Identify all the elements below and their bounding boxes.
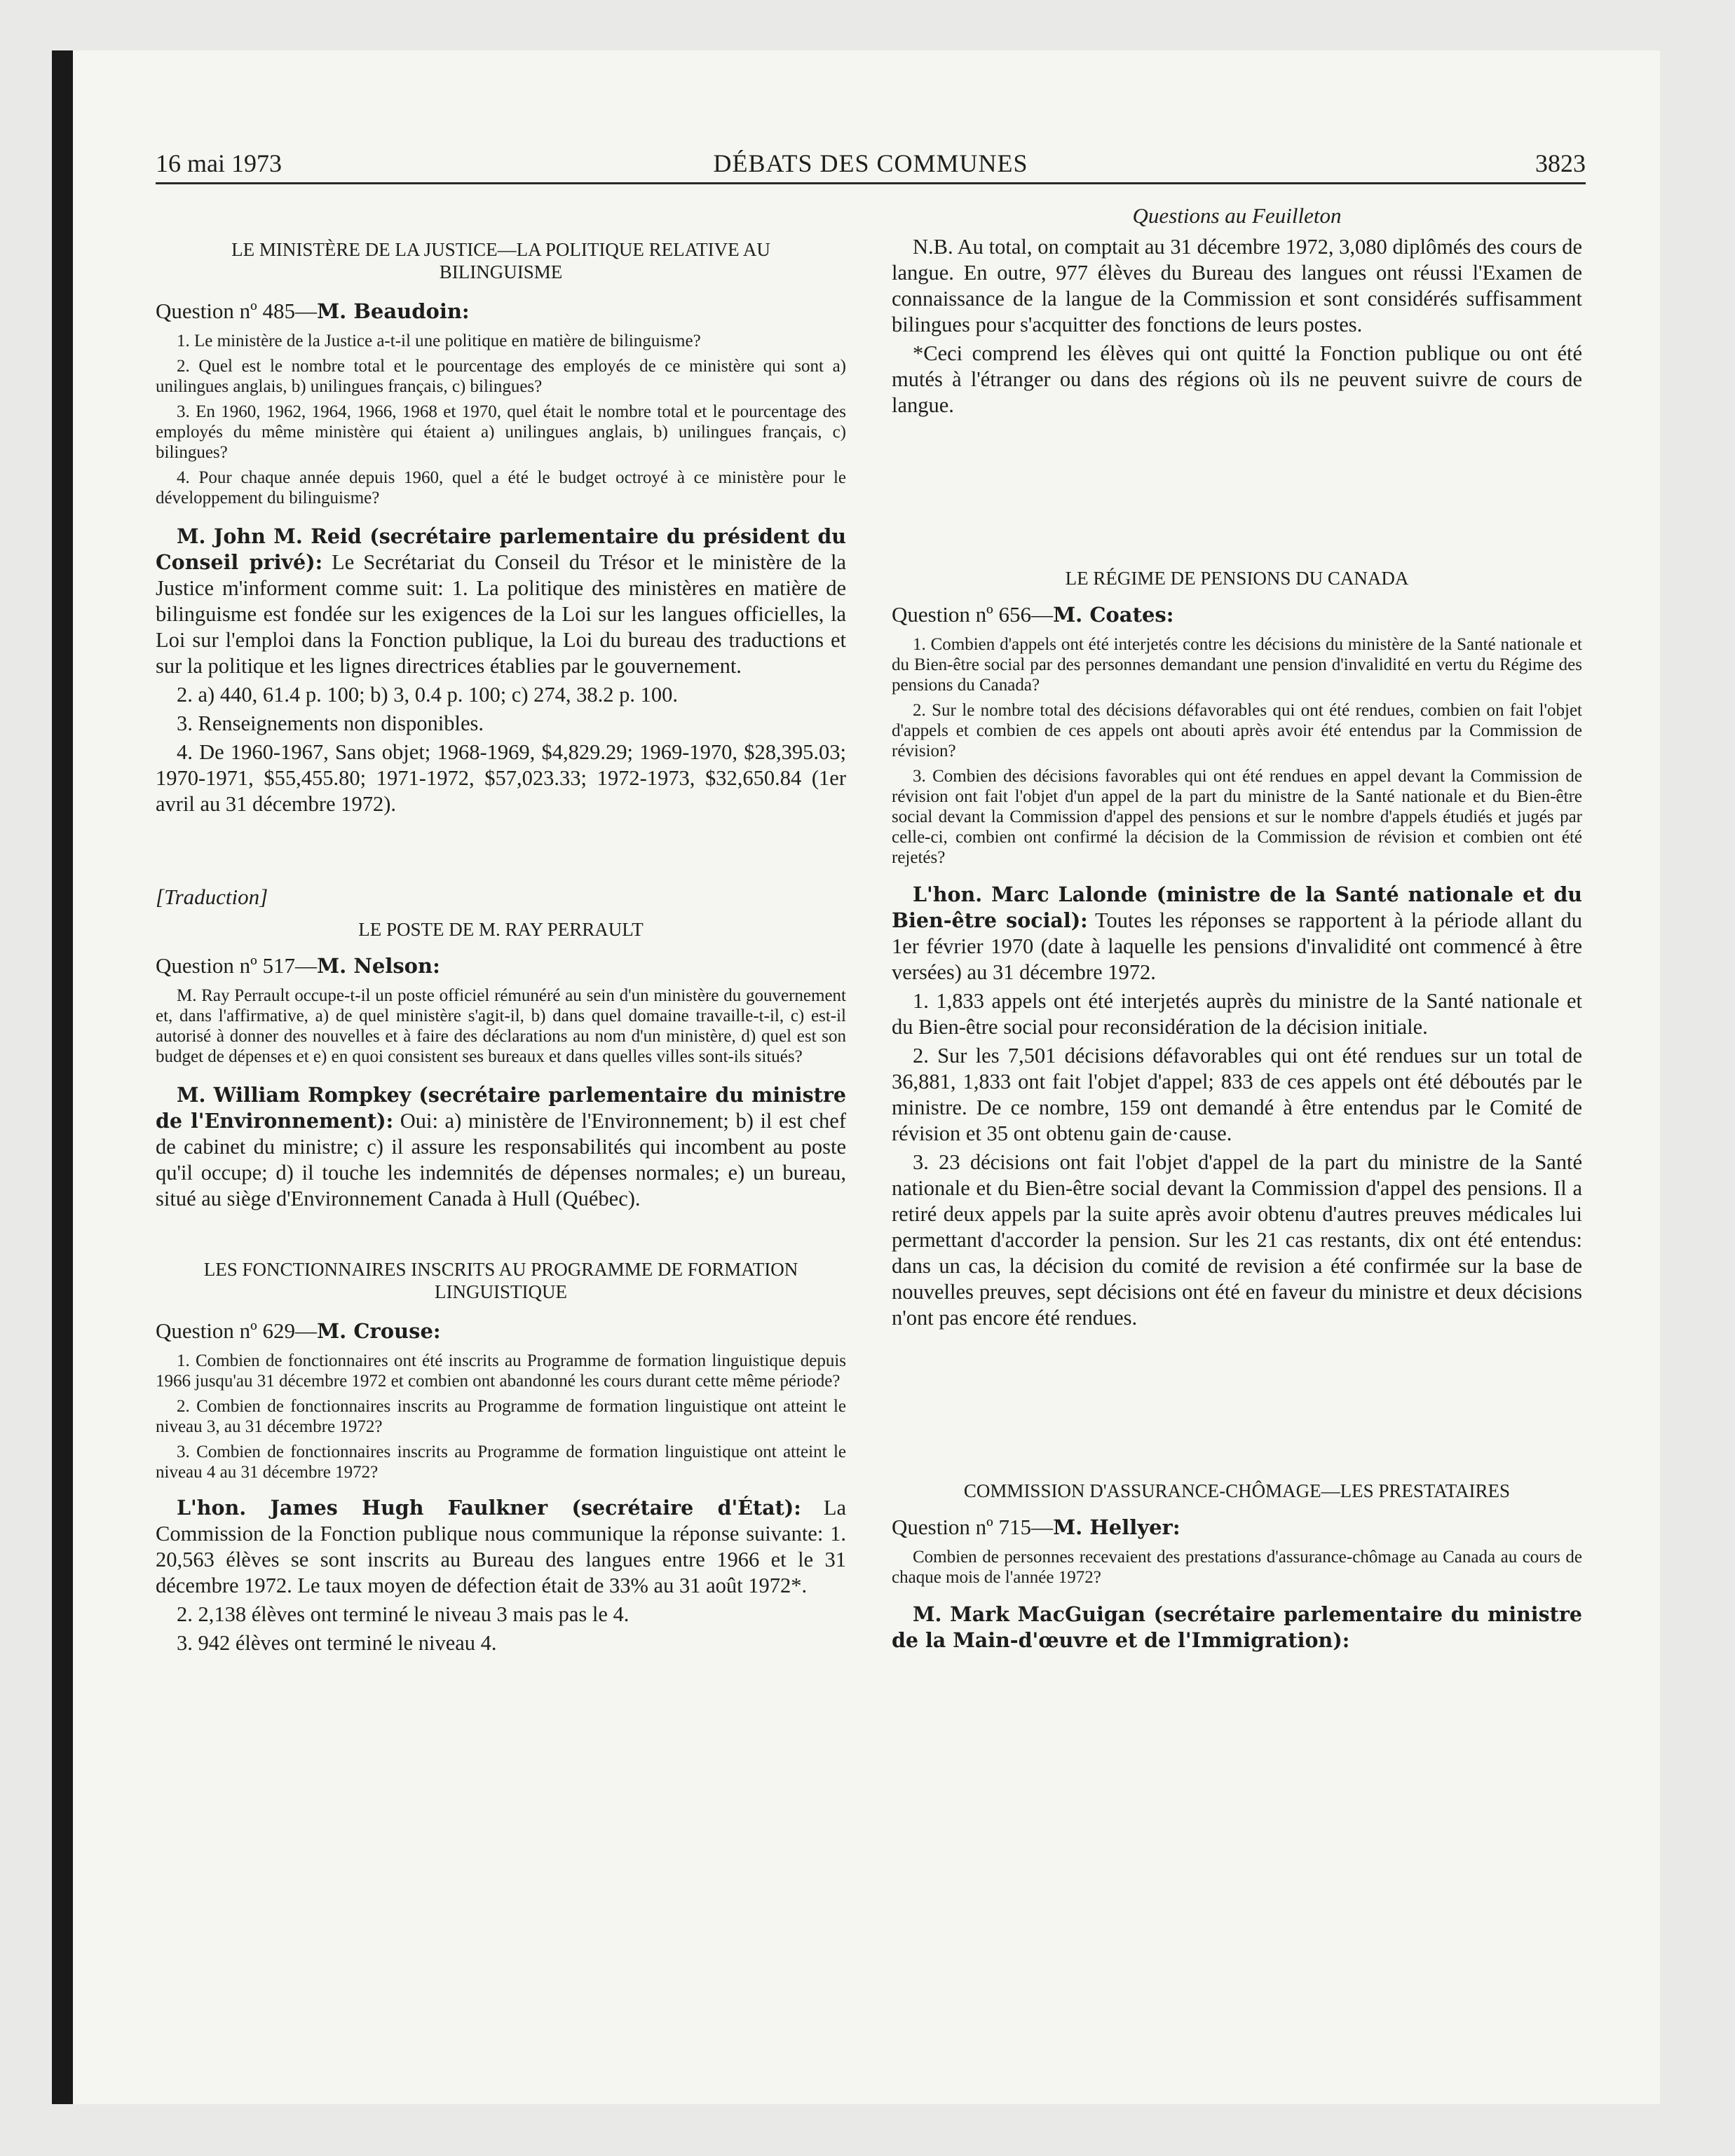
question-item: 3. Combien des décisions favorables qui ont été rendues en appel devant la Commission de révision ont fait l'objet d'un appel de la part du ministre de la Santé nationale et du Bien-être social devant la Commission d'appel des pensions et sur le nombre d'appels étudiés et jugés par celle-ci, combien ont confirmé la décision de la Commission de révision et combien ont été rejetés? [892,767,1582,867]
speaker-name: M. William Rompkey (secrétaire parlementaire du ministre de l'Environnement): [156,1083,846,1133]
question-author: M. Crouse: [317,1319,441,1343]
speaker-name: L'hon. Marc Lalonde (ministre de la Santé nationale et du Bien-être social): [892,882,1582,932]
section-regime-pensions [892,567,1582,1331]
question-author: M. Hellyer: [1053,1515,1181,1539]
section-poste-perrault [156,918,846,1212]
answer-text: Le Secrétariat du Conseil du Trésor et le ministère de la Justice m'informent comme suit: 1. La politique des ministères en matière de bilinguisme est fondée sur les exigences de la Loi sur les langues officielles, la Loi sur l'emploi dans la Fonction publique, la Loi du bureau des traductions et sur la politique et les lignes directrices établies par le gouvernement. [156,550,846,678]
question-author: M. Nelson: [317,954,440,978]
question-item: 2. Sur le nombre total des décisions défavorables qui ont été rendues, combien on fait l'objet d'appels et combien de ces appels ont abouti après avoir été entendus par la Commission de révision? [892,701,1582,760]
question-number: Question nº 517— [156,953,318,978]
section-formation-linguistique [156,1258,846,1656]
section-assurance-chomage [892,1480,1582,1653]
page-header [156,149,1586,184]
section-title: LES FONCTIONNAIRES INSCRITS AU PROGRAMME DE FORMATION LINGUISTIQUE [203,1259,798,1302]
section-justice-bilinguisme [156,238,846,817]
question-item: 1. Combien de fonctionnaires ont été inscrits au Programme de formation linguistique depuis 1966 jusqu'au 31 décembre 1972 et combien ont abandonné les cours durant cette même période? [156,1351,846,1391]
speaker-name: M. Mark MacGuigan (secrétaire parlementaire du ministre de la Main-d'œuvre et de l'Immigration): [892,1602,1582,1652]
answer-point: 2. Sur les 7,501 décisions défavorables qui ont été rendues sur un total de 36,881, 1,833 ont fait l'objet d'appel; 833 de ces appels ont été déboutés par le ministre. De ce nombre, 159 ont demandé à être entendus par le Comité de révision et 35 ont obtenu gain de·cause. [892,1044,1582,1145]
scan-edge [52,50,73,2104]
question-item: 3. Combien de fonctionnaires inscrits au Programme de formation linguistique ont atteint le niveau 4 au 31 décembre 1972? [156,1442,846,1482]
question-item: 2. Combien de fonctionnaires inscrits au Programme de formation linguistique ont atteint le niveau 3, au 31 décembre 1972? [156,1397,846,1436]
answer-text: Toutes les réponses se rapportent à la période allant du 1er février 1970 (date à laquelle les pensions d'invalidité ont commencé à être versées) au 31 décembre 1972. [892,908,1582,984]
answer-paragraph [156,1082,846,1212]
speaker-name: M. John M. Reid (secrétaire parlementaire du président du Conseil privé): [156,524,846,574]
answer-paragraph [892,1602,1582,1653]
answer-point: 2. a) 440, 61.4 p. 100; b) 3, 0.4 p. 100; c) 274, 38.2 p. 100. [177,683,678,707]
answer-text: La Commission de la Fonction publique nous communique la réponse suivante: 1. 20,563 élèves se sont inscrits au Bureau des langues entre 1966 et le 31 décembre 1972. Le taux moyen de défection était de 33% au 31 août 1972*. [156,1496,846,1597]
speaker-name: L'hon. James Hugh Faulkner (secrétaire d'État): [177,1496,801,1520]
question-item: 4. Pour chaque année depuis 1960, quel a été le budget octroyé à ce ministère pour le développement du bilinguisme? [156,468,846,507]
question-item: M. Ray Perrault occupe-t-il un poste officiel rémunéré au sein d'un ministère du gouvernement et, dans l'affirmative, a) de quel ministère s'agit-il, b) dans quel domaine travaille-t-il, c) est-il autorisé à donner des nouvelles et à faire des déclarations au nom d'un ministère, d) quel est son budget de dépenses et e) en quoi consistent ses bureaux et dans quelles villes sont-ils situés? [156,986,846,1066]
section-title: LE RÉGIME DE PENSIONS DU CANADA [1065,568,1409,589]
question-number: Question nº 656— [892,602,1054,627]
section-title: LE POSTE DE M. RAY PERRAULT [358,919,644,940]
answer-point: 3. 942 élèves ont terminé le niveau 4. [177,1631,497,1655]
header-page-number: 3823 [1535,149,1586,177]
answer-paragraph [156,1495,846,1599]
question-heading [156,953,846,978]
answer-text: Oui: a) ministère de l'Environnement; b) il est chef de cabinet du ministre; c) il assure les responsabilités qui incombent au poste qu'il occupe; d) il touche les indemnités de dépenses normales; e) un bureau, situé au siège d'Environnement Canada à Hull (Québec). [156,1109,846,1210]
question-number: Question nº 715— [892,1515,1054,1539]
answer-point: 3. Renseignements non disponibles. [177,711,484,735]
left-column [156,203,846,1656]
question-heading [892,1515,1582,1540]
answer-point: 2. 2,138 élèves ont terminé le niveau 3 mais pas le 4. [177,1602,630,1626]
question-item: 1. Combien d'appels ont été interjetés contre les décisions du ministère de la Santé nationale et du Bien-être social par des personnes demandant une pension d'invalidité en vertu du Régime des pensions du Canada? [892,635,1582,695]
header-title: DÉBATS DES COMMUNES [713,149,1028,177]
answer-point: 4. De 1960-1967, Sans objet; 1968-1969, $4,829.29; 1969-1970, $28,395.03; 1970-1971, $55,455.80; 1971-1972, $57,023.33; 1972-1973, $32,650.84 (1er avril au 31 décembre 1972). [156,740,846,816]
question-author: M. Coates: [1053,603,1174,627]
note-paragraph: *Ceci comprend les élèves qui ont quitté la Fonction publique ou ont été mutés à l'étranger ou dans des régions où ils ne peuvent suivre de cours de langue. [892,341,1582,417]
running-head: Questions au Feuilleton [1132,203,1342,228]
answer-point: 3. 23 décisions ont fait l'objet d'appel de la part du ministre de la Santé nationale et du Bien-être social devant la Commission d'appel des pensions. Il a retiré deux appels par la suite après avoir obtenu d'autres preuves médicales lui permettant d'accorder la pension. Sur les 21 cas restants, dix ont été entendus: dans un cas, la décision du comité de revision a été confirmée sur la base de nouvelles preuves, sept décisions ont été en faveur du ministre et deux décisions n'ont pas encore été rendues. [892,1150,1582,1330]
question-number: Question nº 485— [156,299,318,323]
question-heading [892,602,1582,627]
question-heading [156,1318,846,1344]
traduction-marker: [Traduction] [156,885,268,909]
question-heading [156,299,846,324]
question-item: 2. Quel est le nombre total et le pourcentage des employés de ce ministère qui sont a) unilingues anglais, b) unilingues français, c) bilingues? [156,357,846,396]
section-title: COMMISSION D'ASSURANCE-CHÔMAGE—LES PRESTATAIRES [963,1480,1511,1501]
note-paragraph: N.B. Au total, on comptait au 31 décembre 1972, 3,080 diplômés des cours de langue. En outre, 977 élèves du Bureau des langues ont réussi l'Examen de connaissance de la langue de la Commission et sont considérés suffisamment bilingues pour s'acquitter des fonctions de leurs postes. [892,235,1582,336]
answer-point: 1. 1,833 appels ont été interjetés auprès du ministre de la Santé nationale et du Bien-être social pour reconsidération de la décision initiale. [892,989,1582,1039]
header-date: 16 mai 1973 [156,149,282,177]
answer-paragraph [156,524,846,679]
section-title: LE MINISTÈRE DE LA JUSTICE—LA POLITIQUE RELATIVE AU BILINGUISME [231,239,770,282]
question-item: 1. Le ministère de la Justice a-t-il une politique en matière de bilinguisme? [177,332,701,350]
question-number: Question nº 629— [156,1318,318,1343]
question-item: 3. En 1960, 1962, 1964, 1966, 1968 et 1970, quel était le nombre total et le pourcentage des employés du même ministère qui étaient a) unilingues anglais, b) unilingues français, c) bilingues? [156,402,846,462]
answer-paragraph [892,882,1582,985]
right-column [892,203,1582,1653]
question-author: M. Beaudoin: [317,299,470,323]
question-item: Combien de personnes recevaient des prestations d'assurance-chômage au Canada au cours de chaque mois de l'année 1972? [892,1548,1582,1587]
